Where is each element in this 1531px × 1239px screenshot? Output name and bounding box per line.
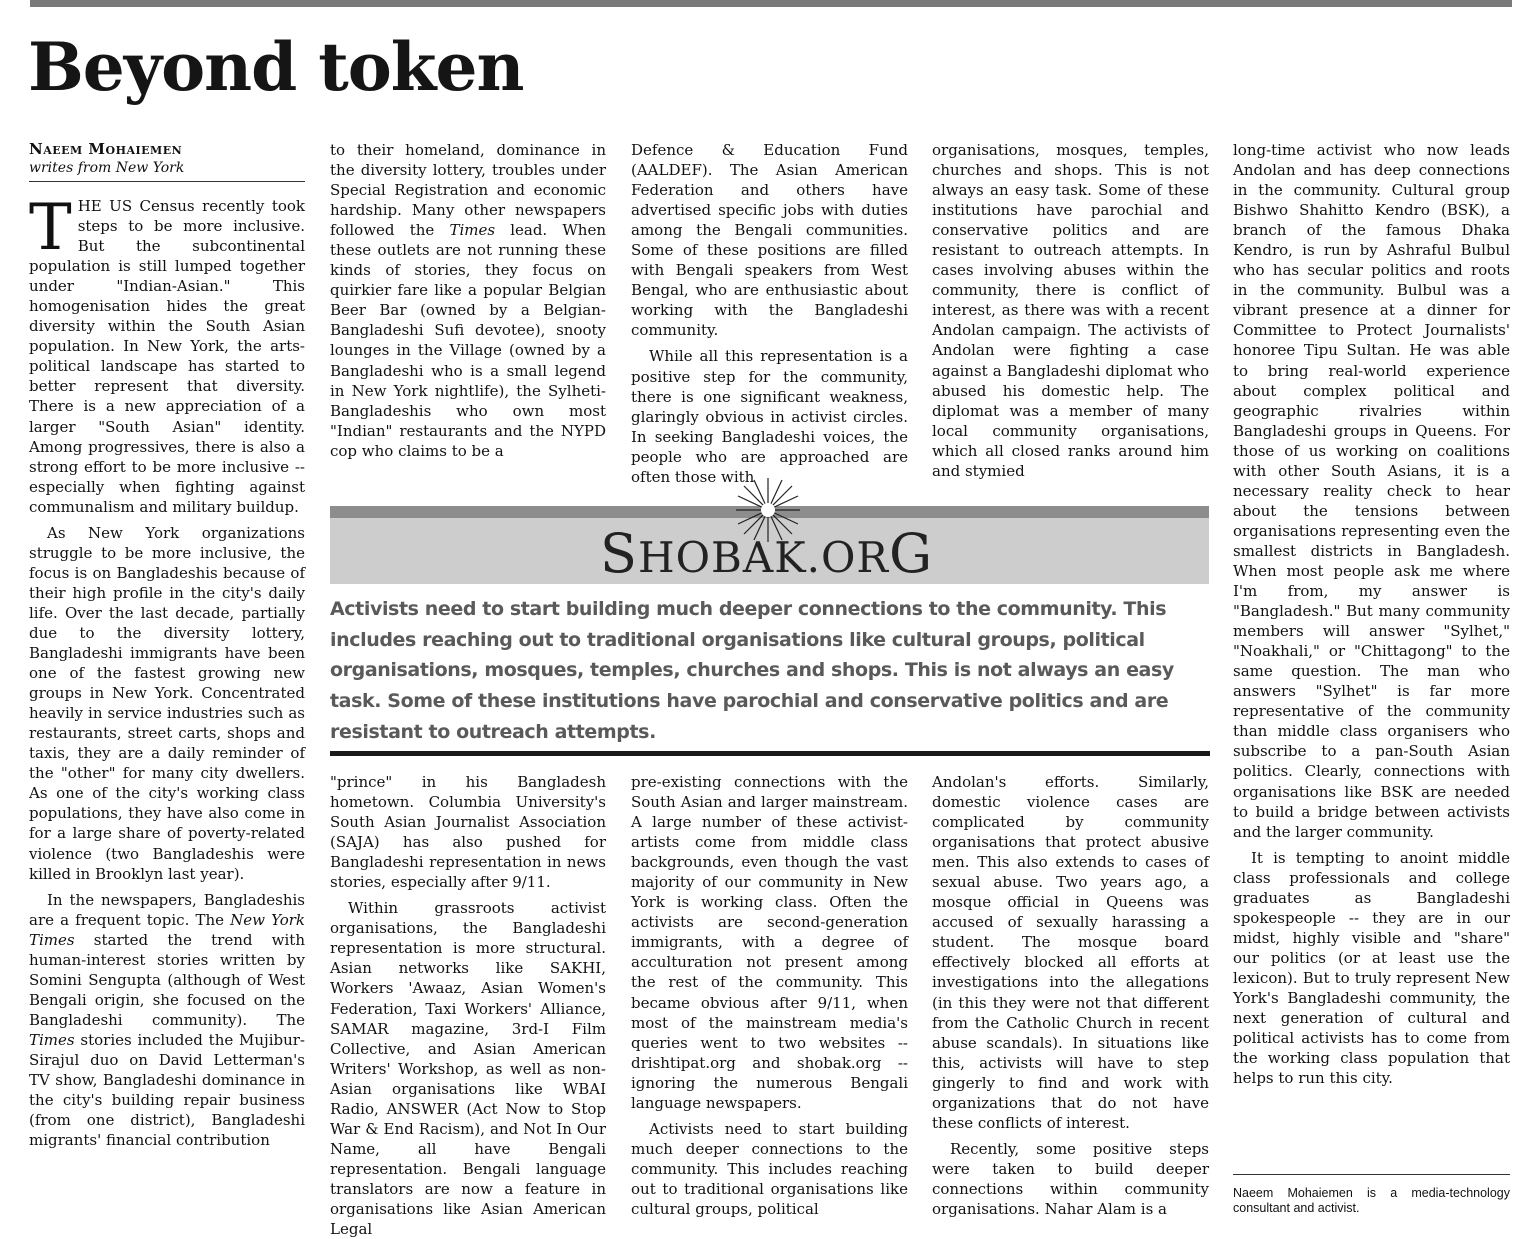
paragraph: Activists need to start building much deeper connections to the community. This includes reaching out to traditional organisations like cultural groups, political [631, 1119, 908, 1218]
paragraph-text: started the trend with human-interest stories written by Somini Sengupta (although of West Bengali origin, she focused on the Bangladeshi community). The [29, 930, 305, 1029]
paragraph [29, 890, 305, 1151]
paragraph-text: to their homeland, dominance in the diversity lottery, troubles under Special Registration and economic hardship. Many other newspapers followed the [330, 141, 606, 240]
column-5 [1233, 140, 1510, 1170]
brand-letters: HOBAK.OR [638, 533, 890, 582]
pull-quote-bottom-rule [330, 751, 1210, 756]
paragraph: While all this representation is a positive step for the community, there is one significant weakness, glaringly obvious in activist circles. In seeking Bangladeshi voices, the people who are approached are often those with [631, 347, 908, 486]
publication-name: Times [29, 1030, 75, 1049]
brand-letter: G [889, 522, 934, 585]
paragraph: Defence & Education Fund (AALDEF). The Asian American Federation and others have advertised specific jobs with duties among the Bengali communities. Some of these positions are filled with Bengali speakers from West Bengal, who are enthusiastic about working with the Bangladeshi community. [631, 141, 908, 340]
top-rule [30, 0, 1512, 7]
paragraph: organisations, mosques, temples, churches and shops. This is not always an easy task. Some of these institutions have parochial and conservative politics and are resistant to outreach attempts. In cases involving abuses within the community, there is conflict of interest, as there was with a recent Andolan campaign. The activists of Andolan were fighting a case against a Bangladeshi diplomat who abused his domestic help. The diplomat was a member of many local community organisations, which all closed ranks around him and stymied [932, 141, 1209, 480]
paragraph [330, 140, 606, 461]
publication-name: New York Times [29, 910, 306, 949]
column-4-top [932, 140, 1209, 482]
column-2-top [330, 140, 606, 482]
column-3-top [631, 140, 908, 486]
paragraph-text: stories included the Mujibur-Sirajul duo on David Letterman's TV show, Bangladeshi dominance in the city's building repair business (from one district), Bangladeshi migrants' financial contribution [29, 1030, 305, 1150]
paragraph-text: In the newspapers, Bangladeshis are a frequent topic. The [29, 890, 305, 929]
pull-quote: Activists need to start building much deeper connections to the community. This includes reaching out to traditional organisations like cultural groups, political organisations, mosques, temples, churches and shops. This is not always an easy task. Some of these institutions have parochial and conservative politics and are resistant to outreach attempts. [330, 598, 1174, 743]
bio-divider [1233, 1174, 1510, 1175]
dateline: writes from New York [29, 160, 185, 176]
paragraph: long-time activist who now leads Andolan and has deep connections in the community. Cultural group Bishwo Shahitto Kendro (BSK), a branch of the famous Dhaka Kendro, is run by Ashraful Bulbul who has secular politics and roots in the community. Bulbul was a vibrant presence at a dinner for Committee to Protect Journalists' honoree Tipu Sultan. He was able to bring real-world experience about complex political and geographic rivalries within Bangladeshi groups in Queens. For those of us working on coalitions with other South Asians, it is a necessary reality check to hear about the tensions between organisations representing even the smallest districts in Bangladesh. When most people ask me where I'm from, my answer is "Bangladesh." But many community members will answer "Sylhet," "Noakhali," or "Chittagong" to the same question. The man who answers "Sylhet" is far more representative of the community than middle class organisers who subscribe to a pan-South Asian politics. Clearly, connections with organisations like BSK are needed to build a bridge between activists and the larger community. [1233, 141, 1510, 841]
paragraph-text: lead. When these outlets are not running these kinds of stories, they focus on quirkier fare like a popular Belgian Beer Bar (owned by a Belgian-Bangladeshi Sufi devotee), snooty lounges in the Village (owned by a Bangladeshi who is a small legend in New York nightlife), the Sylheti-Bangladeshis who own most "Indian" restaurants and the NYPD cop who claims to be a [330, 221, 606, 460]
column-4-bottom [932, 772, 1209, 1222]
column-2-bottom [330, 772, 606, 1239]
paragraph: "prince" in his Bangladesh hometown. Columbia University's South Asian Journalist Association (SAJA) has also pushed for Bangladeshi representation in news stories, especially after 9/11. [330, 773, 606, 892]
headline: Beyond token [28, 28, 524, 106]
paragraph: It is tempting to anoint middle class professionals and college graduates as Bangladeshi spokespeople -- they are in our midst, highly visible and "share" our politics (or at least use the lexicon). But to truly represent New York's Bangladeshi community, the next generation of cultural and political activists has to come from the working class population that helps to run this city. [1233, 848, 1510, 1088]
publication-name: Times [449, 221, 496, 240]
paragraph: Recently, some positive steps were taken to build deeper connections within community organisations. Nahar Alam is a [932, 1139, 1209, 1218]
author-bio: Naeem Mohaiemen is a media-technology consultant and activist. [1233, 1186, 1510, 1215]
byline-divider [29, 181, 305, 182]
author-name: Naeem Mohaiemen [29, 140, 183, 158]
drop-cap: T [29, 191, 72, 265]
column-1 [29, 191, 306, 1226]
brand-letter: S [600, 522, 638, 585]
paragraph: As New York organizations struggle to be more inclusive, the focus is on Bangladeshis because of their high profile in the city's daily life. Over the last decade, partially due to the diversity lottery, Bangladeshi immigrants have been one of the fastest growing new groups in New York. Concentrated heavily in service industries such as restaurants, street carts, shops and taxis, they are a daily reminder of the "other" for many city dwellers. As one of the city's working class populations, they have also come in for a large share of poverty-related violence (two Bangladeshis were killed in Brooklyn last year). [29, 523, 305, 883]
paragraph: Within grassroots activist organisations, the Bangladeshi representation is more structural. Asian networks like SAKHI, Workers 'Awaaz, Asian Women's Federation, Taxi Workers' Alliance, SAMAR magazine, 3rd-I Film Collective, and Asian American Writers' Workshop, as well as non-Asian organisations like WBAI Radio, ANSWER (Act Now to Stop War & End Racism), and Not In Our Name, all have Bengali representation. Bengali language translators are now a feature in organisations like Asian American Legal [330, 899, 606, 1239]
column-3-bottom [631, 772, 908, 1222]
paragraph: pre-existing connections with the South Asian and larger mainstream. A large number of these activist-artists come from middle class backgrounds, even though the vast majority of our community in New York is working class. Often the activists are second-generation immigrants, with a degree of acculturation not present among the rest of the community. This became obvious after 9/11, when most of the mainstream media's queries went to two websites -- drishtipat.org and shobak.org -- ignoring the numerous Bengali language newspapers. [631, 773, 908, 1112]
paragraph: Andolan's efforts. Similarly, domestic violence cases are complicated by community organisations that protect abusive men. This also extends to cases of sexual abuse. Two years ago, a mosque official in Queens was accused of sexually harassing a student. The mosque board effectively blocked all efforts at investigations into the allegations (in this they were not that different from the Catholic Church in recent abuse scandals). In situations like this, activists will have to step gingerly to find and work with organizations that do not have these conflicts of interest. [932, 773, 1209, 1132]
paragraph [29, 191, 305, 517]
paragraph-text: HE US Census recently took steps to be more inclusive. But the subcontinental population is still lumped together under "Indian-Asian." This homogenisation hides the great diversity within the South Asian population. In New York, the arts-political landscape has started to better represent that diversity. There is a new appreciation of a larger "South Asian" identity. Among progressives, there is also a strong effort to be more inclusive -- especially when fighting against communalism and military buildup. [29, 197, 305, 516]
byline [29, 140, 305, 176]
brand-logo [600, 522, 933, 585]
